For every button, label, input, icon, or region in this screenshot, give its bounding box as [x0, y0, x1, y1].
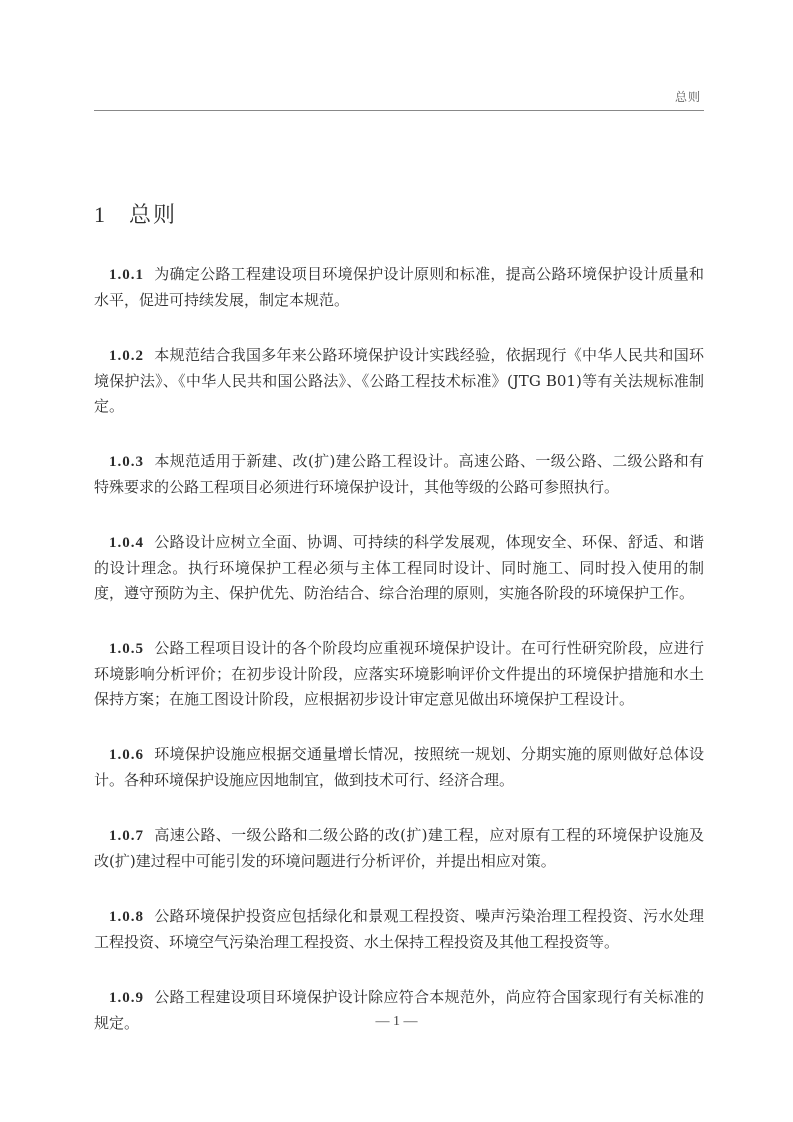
clause-1-0-7 [94, 823, 704, 874]
clause-number: 1.0.6 [109, 747, 144, 763]
clause-1-0-8 [94, 904, 704, 955]
chapter-number: 1 [94, 202, 107, 227]
clause-number: 1.0.4 [109, 535, 144, 551]
clause-text: 公路环境保护投资应包括绿化和景观工程投资、噪声污染治理工程投资、污水处理工程投资、环境空气污染治理工程投资、水土保持工程投资及其他工程投资等。 [94, 907, 704, 951]
chapter-title-text: 总则 [129, 203, 178, 228]
chapter-title [94, 198, 177, 229]
clause-list [94, 262, 704, 1066]
clause-text: 公路工程项目设计的各个阶段均应重视环境保护设计。在可行性研究阶段，应进行环境影响分析评价；在初步设计阶段，应落实环境影响评价文件提出的环境保护措施和水土保持方案；在施工图设计阶段，应根据初步设计审定意见做出环境保护工程设计。 [94, 639, 704, 708]
header-rule [94, 110, 704, 111]
clause-text: 高速公路、一级公路和二级公路的改(扩)建工程，应对原有工程的环境保护设施及改(扩)建过程中可能引发的环境问题进行分析评价，并提出相应对策。 [94, 826, 704, 870]
clause-text: 公路设计应树立全面、协调、可持续的科学发展观，体现安全、环保、舒适、和谐的设计理念。执行环境保护工程必须与主体工程同时设计、同时施工、同时投入使用的制度，遵守预防为主、保护优先、防治结合、综合治理的原则，实施各阶段的环境保护工作。 [94, 533, 704, 602]
clause-1-0-3 [94, 449, 704, 500]
clause-text: 本规范结合我国多年来公路环境保护设计实践经验，依据现行《中华人民共和国环境保护法》、《中华人民共和国公路法》、《公路工程技术标准》(JTG B01)等有关法规标准制定。 [94, 346, 704, 415]
clause-1-0-4 [94, 530, 704, 606]
clause-number: 1.0.8 [109, 909, 144, 925]
clause-text: 公路工程建设项目环境保护设计除应符合本规范外，尚应符合国家现行有关标准的规定。 [94, 988, 704, 1032]
clause-text: 环境保护设施应根据交通量增长情况，按照统一规划、分期实施的原则做好总体设计。各种环境保护设施应因地制宜，做到技术可行、经济合理。 [94, 745, 704, 789]
clause-text: 为确定公路工程建设项目环境保护设计原则和标准，提高公路环境保护设计质量和水平，促进可持续发展，制定本规范。 [94, 265, 704, 309]
running-head: 总则 [674, 90, 701, 104]
clause-1-0-6 [94, 742, 704, 793]
clause-number: 1.0.7 [109, 828, 144, 844]
clause-number: 1.0.2 [109, 348, 144, 364]
clause-number: 1.0.5 [109, 641, 144, 657]
clause-1-0-5 [94, 636, 704, 712]
clause-number: 1.0.9 [109, 990, 144, 1006]
clause-text: 本规范适用于新建、改(扩)建公路工程设计。高速公路、一级公路、二级公路和有特殊要求的公路工程项目必须进行环境保护设计，其他等级的公路可参照执行。 [94, 452, 704, 496]
clause-number: 1.0.1 [109, 267, 144, 283]
clause-1-0-1 [94, 262, 704, 313]
clause-1-0-2 [94, 343, 704, 419]
page-number: — 1 — [375, 1014, 418, 1029]
clause-number: 1.0.3 [109, 454, 144, 470]
